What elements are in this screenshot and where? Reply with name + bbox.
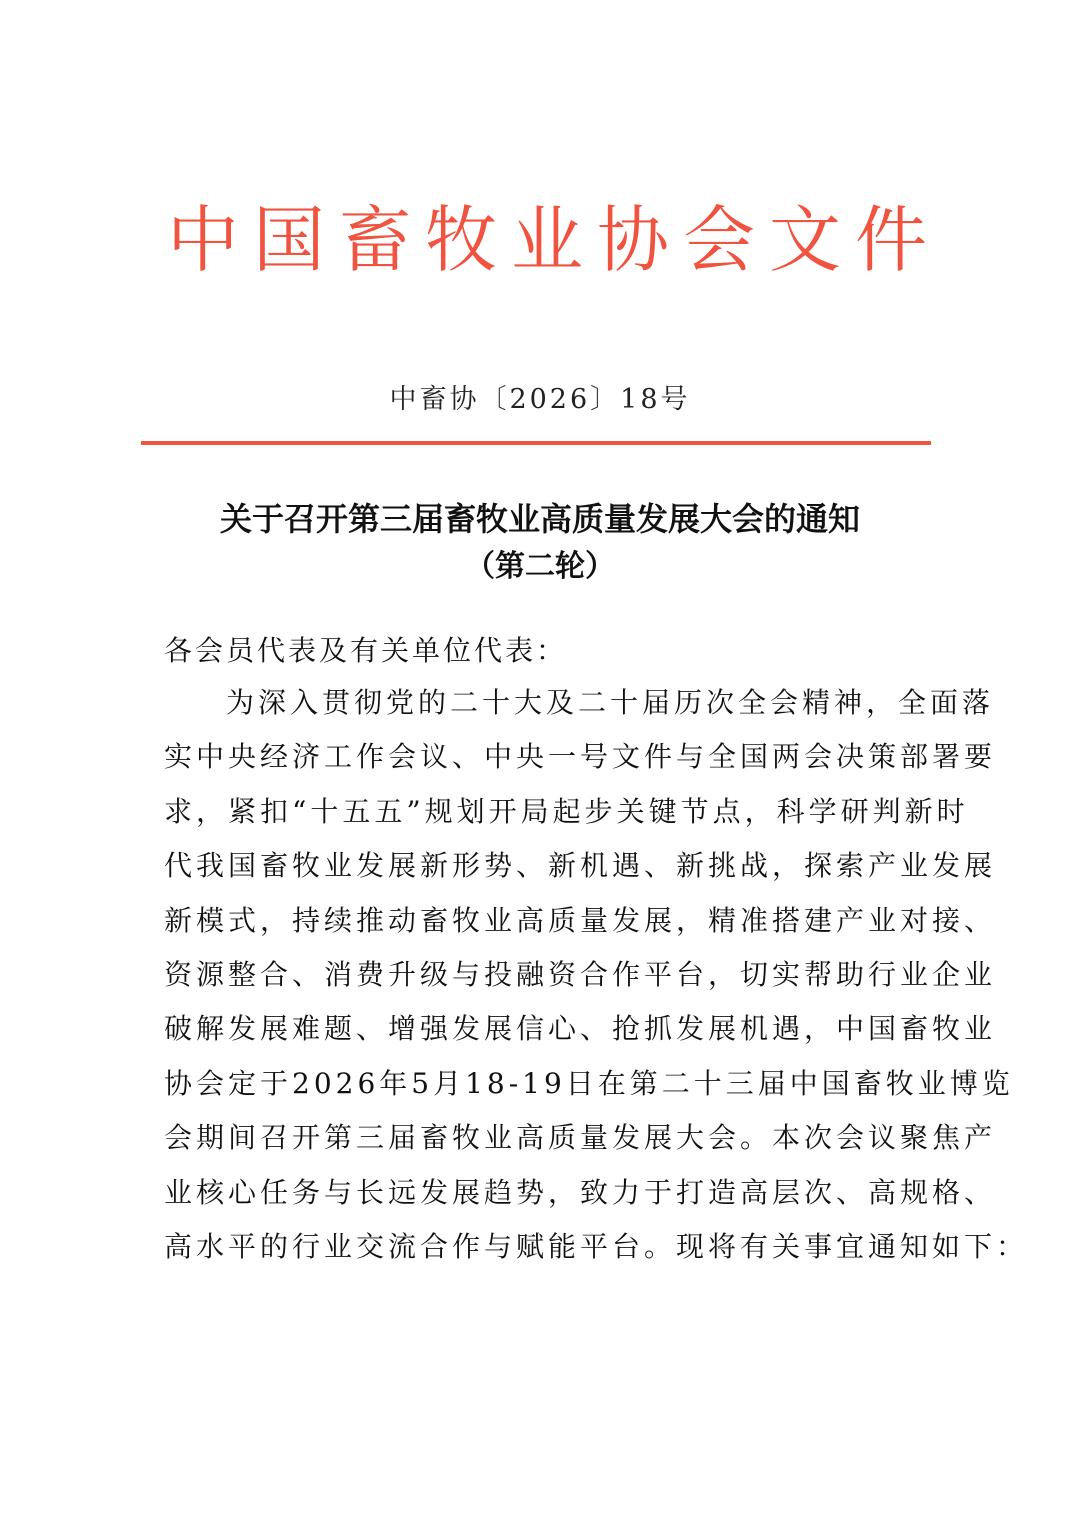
document-number: 中畜协〔2026〕18号	[389, 384, 691, 415]
body-paragraph	[164, 676, 1029, 1274]
body-line: 高水平的行业交流合作与赋能平台。现将有关事宜通知如下：	[164, 1229, 1029, 1263]
body-line: 会期间召开第三届畜牧业高质量发展大会。本次会议聚焦产	[164, 1121, 997, 1155]
body-line: 资源整合、消费升级与投融资合作平台，切实帮助行业企业	[164, 957, 997, 991]
body-line: 为深入贯彻党的二十大及二十届历次全会精神，全面落	[226, 686, 995, 719]
body-line: 代我国畜牧业发展新形势、新机遇、新挑战，探索产业发展	[164, 849, 997, 883]
notice-title: 关于召开第三届畜牧业高质量发展大会的通知	[219, 500, 860, 538]
body-line: 破解发展难题、增强发展信心、抢抓发展机遇，中国畜牧业	[164, 1012, 997, 1046]
notice-subtitle: （第二轮）	[465, 549, 615, 584]
body-line: 实中央经济工作会议、中央一号文件与全国两会决策部署要	[164, 740, 997, 774]
red-divider-rule	[141, 441, 931, 445]
masthead-title: 中国畜牧业协会文件	[166, 198, 941, 282]
body-line: 业核心任务与长远发展趋势，致力于打造高层次、高规格、	[164, 1175, 997, 1209]
salutation: 各会员代表及有关单位代表：	[164, 634, 568, 667]
body-line: 新模式，持续推动畜牧业高质量发展，精准搭建产业对接、	[164, 903, 997, 937]
body-line: 求，紧扣“十五五”规划开局起步关键节点，科学研判新时	[164, 794, 969, 828]
body-line: 协会定于2026年5月18-19日在第二十三届中国畜牧业博览	[164, 1066, 1014, 1100]
